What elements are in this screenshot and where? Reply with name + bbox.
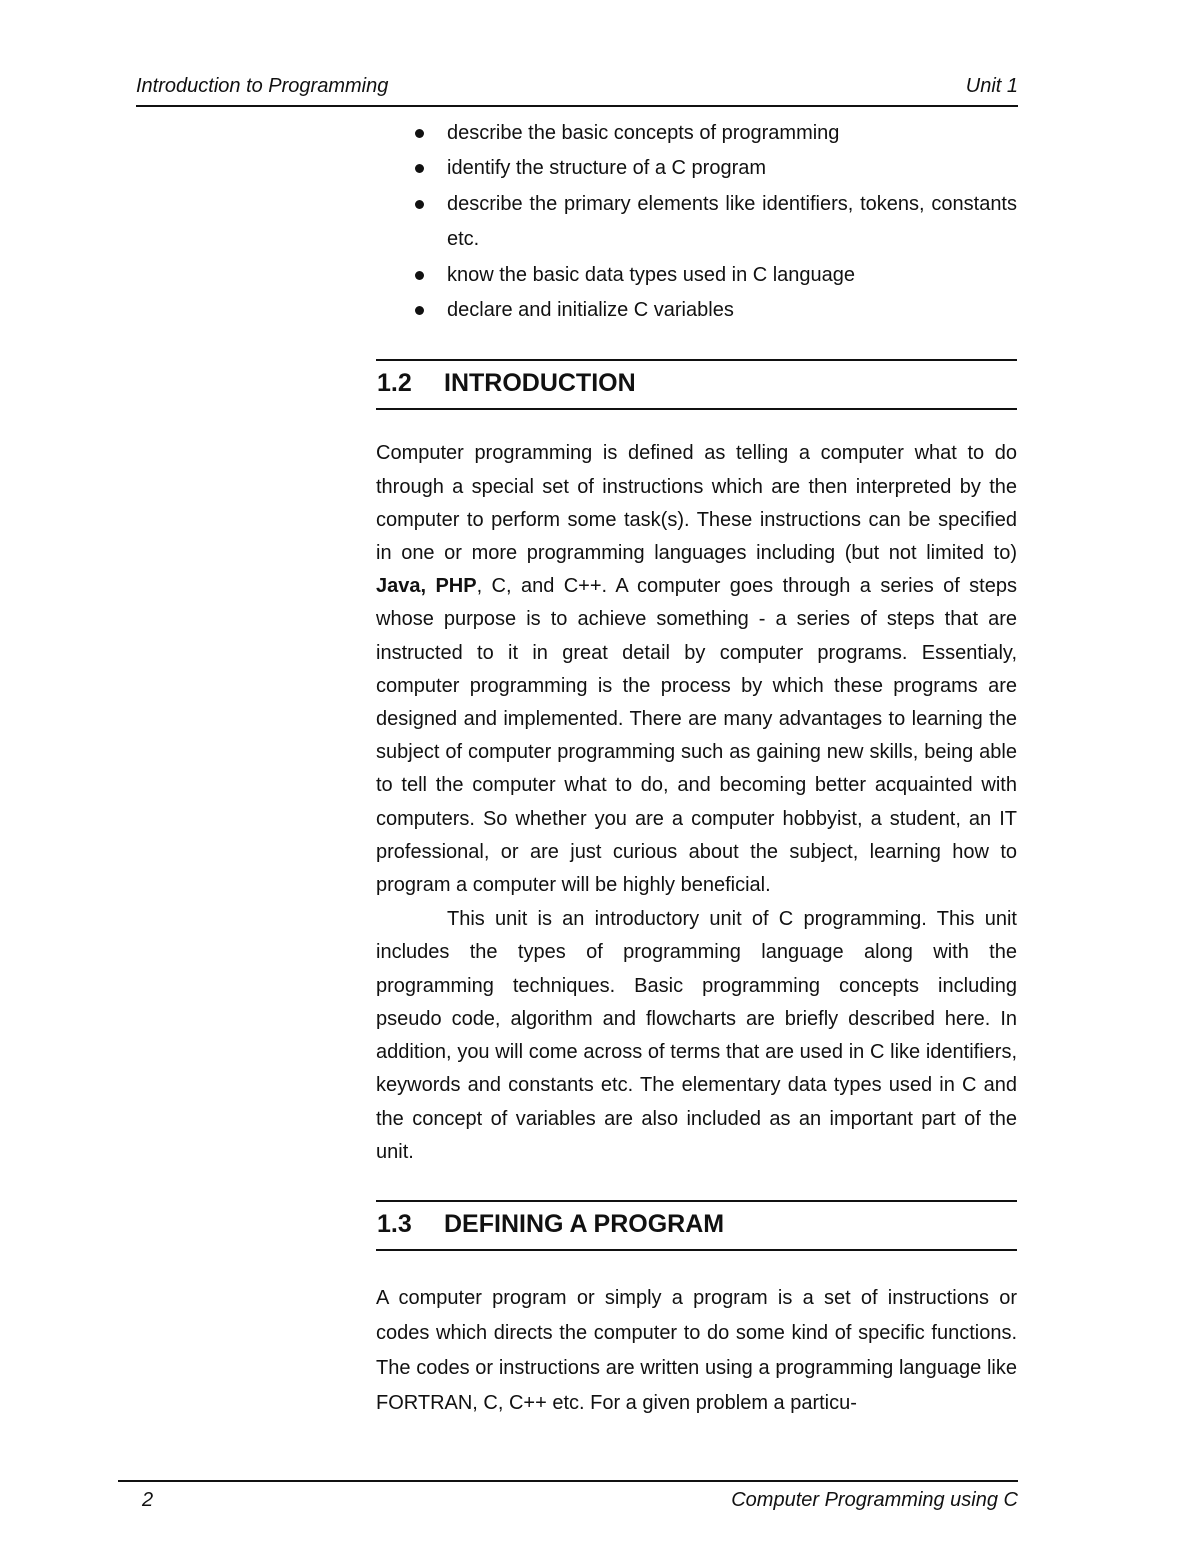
- list-item: [376, 293, 1017, 328]
- section-title: DEFINING A PROGRAM: [444, 1209, 725, 1238]
- objectives-list: [376, 116, 1017, 328]
- objective-text: know the basic data types used in C language: [447, 263, 856, 286]
- list-item: [376, 116, 1017, 151]
- footer-book-title: Computer Programming using C: [731, 1489, 1018, 1511]
- objective-text: describe the primary elements like identifiers, tokens, constants etc.: [447, 192, 1017, 251]
- bullet-icon: [415, 164, 424, 173]
- paragraph-text: Computer programming is defined as telling a computer what to do through a special set of instructions which are then interpreted by the computer to perform some task(s). These instructions can be specified in one or more programming languages including (but not limited to): [376, 442, 1017, 565]
- main-column: [376, 116, 1017, 1421]
- bold-languages: Java, PHP: [376, 575, 477, 598]
- list-item: [376, 151, 1017, 186]
- running-footer: [118, 1486, 1018, 1514]
- page-number: 2: [142, 1489, 154, 1511]
- defining-program-paragraph: A computer program or simply a program is a set of instructions or codes which directs the computer to do some kind of specific functions. The codes or instructions are written using a programming language like FORTRAN, C, C++ etc. For a given problem a particu-: [376, 1286, 1017, 1414]
- running-header: [136, 72, 1018, 100]
- paragraph-text: , C, and C++. A computer goes through a series of steps whose purpose is to achieve something - a series of steps that are instructed to it in great detail by computer programs. Essentialy, computer programming is the process by which these programs are designed and implemented. There are many advantages to learning the subject of computer programming such as gaining new skills, being able to tell the computer what to do, and becoming better acquainted with computers. So whether you are a computer hobbyist, a student, an IT professional, or are just curious about the subject, learning how to program a computer will be highly beneficial.: [376, 575, 1017, 897]
- introduction-paragraph-1: [376, 437, 1017, 902]
- objective-text: identify the structure of a C program: [447, 157, 767, 180]
- section-number: 1.3: [377, 1209, 412, 1238]
- section-heading-defining-a-program: [376, 1200, 1017, 1251]
- footer-rule: [118, 1480, 1018, 1482]
- header-unit-label: Unit 1: [965, 75, 1018, 97]
- section-heading-introduction: [376, 359, 1017, 410]
- objective-text: declare and initialize C variables: [447, 299, 734, 322]
- list-item: [376, 258, 1017, 293]
- section-number: 1.2: [377, 369, 412, 398]
- bullet-icon: [415, 129, 424, 138]
- bullet-icon: [415, 271, 424, 280]
- objective-text: describe the basic concepts of programming: [447, 122, 840, 144]
- header-rule: [136, 105, 1018, 107]
- section-title: INTRODUCTION: [444, 369, 636, 398]
- bullet-icon: [415, 306, 424, 315]
- bullet-icon: [415, 200, 424, 209]
- introduction-paragraph-2: This unit is an introductory unit of C programming. This unit includes the types of programming language along with the programming techniques. Basic programming concepts including pseudo code, algorithm and flowcharts are briefly described here. In addition, you will come across of terms that are used in C like identifiers, keywords and constants etc. The elementary data types used in C and the concept of variables are also included as an important part of the unit.: [376, 908, 1017, 1163]
- list-item: [376, 187, 1017, 258]
- header-chapter-title: Introduction to Programming: [136, 75, 389, 97]
